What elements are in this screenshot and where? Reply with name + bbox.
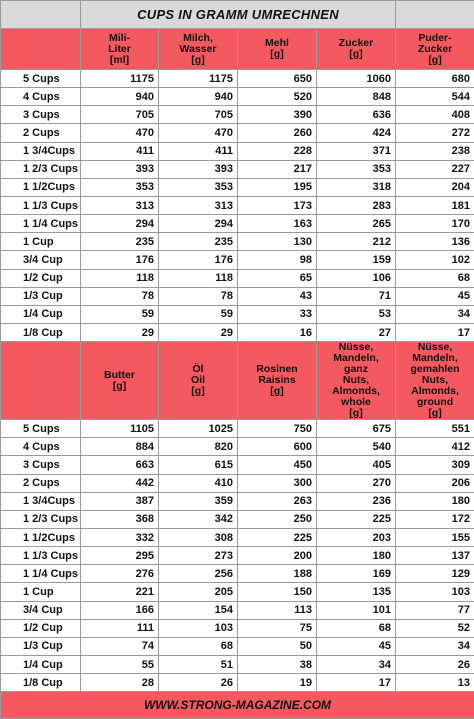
table-row [1,251,474,269]
table-cell: 318 [317,178,396,196]
table-cell: 294 [81,215,159,233]
table-cell: 615 [159,456,238,474]
column-header-line: Raisins [241,375,313,386]
table-row [1,160,474,178]
table-cell: 155 [396,528,474,546]
header-corner-cell [1,342,81,420]
row-label: 3 Cups [1,456,81,474]
table-cell: 29 [159,323,238,341]
table-cell: 424 [317,124,396,142]
table-cell: 309 [396,456,474,474]
table-row [1,323,474,341]
table-cell: 33 [238,305,317,323]
row-label: 2 Cups [1,474,81,492]
table-cell: 650 [238,70,317,88]
column-header-line: Nüsse, [399,342,471,353]
table-row [1,510,474,528]
table-row [1,420,474,438]
row-label: 1 Cup [1,583,81,601]
table-cell: 294 [159,215,238,233]
column-header-line: Milch, [162,33,234,44]
table-cell: 98 [238,251,317,269]
column-header-line: Oil [162,375,234,386]
table-cell: 17 [396,323,474,341]
table-cell: 260 [238,124,317,142]
table-cell: 705 [159,106,238,124]
table-cell: 52 [396,619,474,637]
table-cell: 705 [81,106,159,124]
table-cell: 118 [159,269,238,287]
column-header-line: Zucker [320,38,392,49]
column-header-line: [g] [162,386,234,397]
table-row [1,637,474,655]
row-label: 1 2/3 Cups [1,160,81,178]
table-row [1,492,474,510]
table-cell: 1025 [159,420,238,438]
table-cell: 163 [238,215,317,233]
column-header [238,342,317,420]
table-cell: 270 [317,474,396,492]
column-header-line: Nuts, Almonds, [320,375,392,397]
row-label: 1 1/4 Cups [1,215,81,233]
table-row [1,305,474,323]
table-row [1,178,474,196]
table-cell: 129 [396,565,474,583]
table-cell: 130 [238,233,317,251]
table-cell: 172 [396,510,474,528]
table-cell: 78 [159,287,238,305]
table-cell: 300 [238,474,317,492]
table-cell: 53 [317,305,396,323]
table-cell: 26 [159,674,238,692]
row-label: 2 Cups [1,124,81,142]
table-cell: 45 [396,287,474,305]
table-cell: 137 [396,547,474,565]
row-label: 1 1/2Cups [1,178,81,196]
table-cell: 272 [396,124,474,142]
table-cell: 1175 [81,70,159,88]
row-label: 1 2/3 Cups [1,510,81,528]
section2-header-row [1,342,474,420]
table-cell: 27 [317,323,396,341]
row-label: 3 Cups [1,106,81,124]
table-cell: 295 [81,547,159,565]
table-cell: 1105 [81,420,159,438]
table-cell: 520 [238,88,317,106]
column-header-line: Mandeln, [320,353,392,364]
table-cell: 450 [238,456,317,474]
table-row [1,233,474,251]
table-cell: 675 [317,420,396,438]
table-cell: 78 [81,287,159,305]
row-label: 4 Cups [1,438,81,456]
table-cell: 276 [81,565,159,583]
table-cell: 408 [396,106,474,124]
column-header-line: Liter [84,44,155,55]
table-cell: 206 [396,474,474,492]
table-cell: 636 [317,106,396,124]
table-row [1,474,474,492]
row-label: 5 Cups [1,420,81,438]
table-cell: 371 [317,142,396,160]
table-row [1,456,474,474]
table-row [1,619,474,637]
row-label: 1 Cup [1,233,81,251]
table-row [1,124,474,142]
table-cell: 29 [81,323,159,341]
table-cell: 225 [238,528,317,546]
column-header-line: Nüsse, [320,342,392,353]
table-cell: 940 [159,88,238,106]
table-cell: 65 [238,269,317,287]
row-label: 1 1/3 Cups [1,547,81,565]
table-row [1,269,474,287]
table-cell: 228 [238,142,317,160]
table-cell: 410 [159,474,238,492]
column-header-line: [g] [162,55,234,66]
table-cell: 353 [81,178,159,196]
table-cell: 103 [159,619,238,637]
table-cell: 540 [317,438,396,456]
header-corner-cell [1,29,81,70]
table-cell: 118 [81,269,159,287]
table-cell: 68 [159,637,238,655]
table-cell: 236 [317,492,396,510]
column-header-line: Puder- [399,33,471,44]
table-cell: 225 [317,510,396,528]
table-row [1,70,474,88]
column-header-line: Mandeln, [399,353,471,364]
table-cell: 848 [317,88,396,106]
table-cell: 204 [396,178,474,196]
column-header [317,342,396,420]
row-label: 1/2 Cup [1,269,81,287]
table-cell: 393 [81,160,159,178]
table-cell: 221 [81,583,159,601]
table-cell: 203 [317,528,396,546]
table-cell: 390 [238,106,317,124]
table-cell: 442 [81,474,159,492]
table-cell: 470 [159,124,238,142]
row-label: 1 3/4Cups [1,142,81,160]
table-cell: 71 [317,287,396,305]
table-cell: 135 [317,583,396,601]
row-label: 3/4 Cup [1,601,81,619]
table-cell: 113 [238,601,317,619]
table-cell: 353 [317,160,396,178]
column-header [159,342,238,420]
table-row [1,196,474,214]
table-cell: 150 [238,583,317,601]
table-cell: 103 [396,583,474,601]
table-cell: 59 [81,305,159,323]
table-cell: 411 [159,142,238,160]
column-header [81,342,159,420]
table-row [1,88,474,106]
table-row [1,438,474,456]
table-cell: 332 [81,528,159,546]
row-label: 5 Cups [1,70,81,88]
table-cell: 159 [317,251,396,269]
table-cell: 283 [317,196,396,214]
table-cell: 227 [396,160,474,178]
table-cell: 166 [81,601,159,619]
table-row [1,655,474,673]
table-cell: 256 [159,565,238,583]
column-header-line: [g] [399,408,471,419]
column-header-line: [g] [320,49,392,60]
column-header-line: ganz [320,364,392,375]
table-cell: 43 [238,287,317,305]
table-cell: 50 [238,637,317,655]
table-cell: 180 [317,547,396,565]
table-cell: 470 [81,124,159,142]
table-row [1,674,474,692]
table-cell: 59 [159,305,238,323]
table-cell: 411 [81,142,159,160]
table-cell: 412 [396,438,474,456]
table-cell: 169 [317,565,396,583]
footer-url: WWW.STRONG-MAGAZINE.COM [1,692,474,719]
footer-row [1,692,474,719]
table-cell: 313 [81,196,159,214]
table-cell: 102 [396,251,474,269]
table-cell: 188 [238,565,317,583]
table-cell: 154 [159,601,238,619]
table-cell: 600 [238,438,317,456]
table-cell: 235 [159,233,238,251]
row-label: 1 1/2Cups [1,528,81,546]
column-header [238,29,317,70]
column-header-line: Öl [162,364,234,375]
table-cell: 173 [238,196,317,214]
table-cell: 235 [81,233,159,251]
table-cell: 181 [396,196,474,214]
table-cell: 750 [238,420,317,438]
table-row [1,142,474,160]
table-cell: 663 [81,456,159,474]
column-header [317,29,396,70]
column-header [159,29,238,70]
column-header-line: [ml] [84,55,155,66]
row-label: 3/4 Cup [1,251,81,269]
table-cell: 101 [317,601,396,619]
column-header-line: [g] [320,408,392,419]
table-cell: 26 [396,655,474,673]
row-label: 1/4 Cup [1,655,81,673]
column-header-line: whole [320,397,392,408]
table-cell: 34 [317,655,396,673]
table-cell: 34 [396,305,474,323]
section1-header-row [1,29,474,70]
row-label: 1/8 Cup [1,323,81,341]
table-cell: 263 [238,492,317,510]
column-header-line: Zucker [399,44,471,55]
row-label: 1/4 Cup [1,305,81,323]
table-cell: 45 [317,637,396,655]
table-cell: 68 [396,269,474,287]
column-header-line: ground [399,397,471,408]
title-left-cell [1,1,81,29]
table-cell: 308 [159,528,238,546]
table-cell: 680 [396,70,474,88]
table-row [1,528,474,546]
table-cell: 13 [396,674,474,692]
table-cell: 176 [81,251,159,269]
column-header [81,29,159,70]
table-cell: 359 [159,492,238,510]
row-label: 1 1/3 Cups [1,196,81,214]
table-cell: 170 [396,215,474,233]
table-cell: 111 [81,619,159,637]
table-cell: 353 [159,178,238,196]
table-cell: 176 [159,251,238,269]
column-header-line: Mili- [84,33,155,44]
title-row [1,1,474,29]
table-row [1,547,474,565]
column-header [396,29,474,70]
table-cell: 342 [159,510,238,528]
column-header-line: Mehl [241,38,313,49]
table-cell: 273 [159,547,238,565]
table-row [1,601,474,619]
table-cell: 1060 [317,70,396,88]
table-cell: 238 [396,142,474,160]
row-label: 1 1/4 Cups [1,565,81,583]
title-right-cell [396,1,474,29]
table-cell: 77 [396,601,474,619]
column-header-line: Rosinen [241,364,313,375]
table-cell: 820 [159,438,238,456]
column-header-line: [g] [399,55,471,66]
table-cell: 180 [396,492,474,510]
row-label: 1/3 Cup [1,637,81,655]
table-cell: 28 [81,674,159,692]
table-cell: 106 [317,269,396,287]
table-cell: 544 [396,88,474,106]
row-label: 1/3 Cup [1,287,81,305]
table-cell: 551 [396,420,474,438]
table-cell: 250 [238,510,317,528]
column-header-line: Wasser [162,44,234,55]
table-cell: 387 [81,492,159,510]
column-header-line: [g] [84,381,155,392]
table-row [1,583,474,601]
table-cell: 38 [238,655,317,673]
table-cell: 313 [159,196,238,214]
column-header-line: [g] [241,386,313,397]
table-cell: 1175 [159,70,238,88]
table-row [1,565,474,583]
table-cell: 405 [317,456,396,474]
table-row [1,215,474,233]
table-cell: 19 [238,674,317,692]
table-cell: 195 [238,178,317,196]
row-label: 4 Cups [1,88,81,106]
table-cell: 75 [238,619,317,637]
table-cell: 217 [238,160,317,178]
row-label: 1 3/4Cups [1,492,81,510]
table-cell: 884 [81,438,159,456]
table-cell: 212 [317,233,396,251]
table-cell: 200 [238,547,317,565]
column-header-line: Nuts, Almonds, [399,375,471,397]
column-header [396,342,474,420]
table-cell: 74 [81,637,159,655]
table-cell: 940 [81,88,159,106]
table-cell: 136 [396,233,474,251]
table-cell: 34 [396,637,474,655]
table-cell: 265 [317,215,396,233]
table-cell: 51 [159,655,238,673]
table-cell: 368 [81,510,159,528]
table-cell: 205 [159,583,238,601]
page-title: CUPS IN GRAMM UMRECHNEN [81,1,396,29]
row-label: 1/2 Cup [1,619,81,637]
table-row [1,106,474,124]
row-label: 1/8 Cup [1,674,81,692]
table-cell: 55 [81,655,159,673]
table-cell: 16 [238,323,317,341]
table-cell: 17 [317,674,396,692]
column-header-line: Butter [84,370,155,381]
column-header-line: [g] [241,49,313,60]
table-cell: 393 [159,160,238,178]
column-header-line: gemahlen [399,364,471,375]
table-row [1,287,474,305]
table-cell: 68 [317,619,396,637]
